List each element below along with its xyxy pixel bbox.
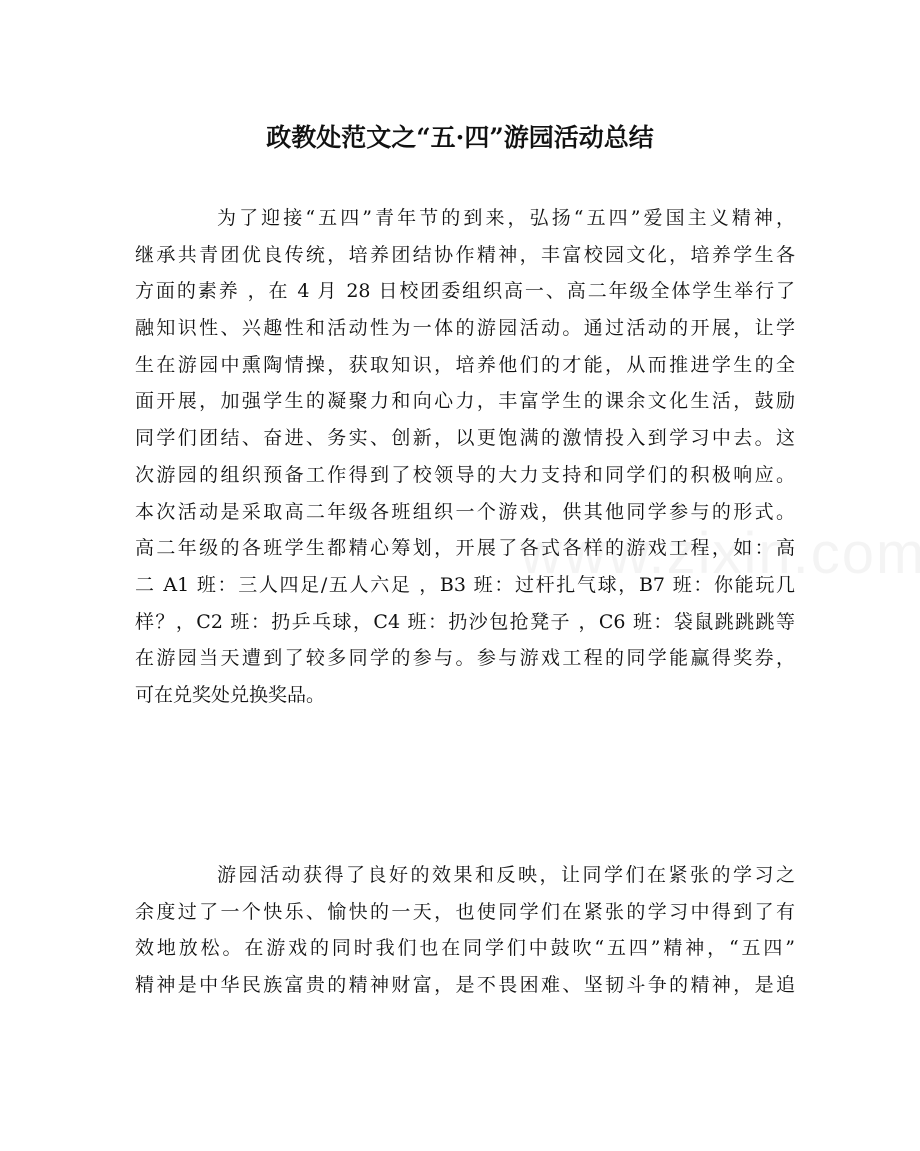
paragraph-1-line: 样？，C2 班：扔乒乓球，C4 班：扔沙包抢凳子 ，C6 班：袋鼠跳跳跳等 (135, 610, 795, 633)
paragraph-1-line: 可在兑奖处兑换奖品。 (135, 683, 326, 706)
paragraph-1-line: 生在游园中熏陶情操，获取知识，培养他们的才能，从而推进学生的全 (135, 353, 795, 376)
paragraph-1-line: 高二年级的各班学生都精心筹划，开展了各式各样的游戏工程，如：高 (135, 537, 795, 560)
paragraph-1-line: 在游园当天遭到了较多同学的参与。参与游戏工程的同学能赢得奖券， (135, 647, 795, 670)
paragraph-2-line: 效地放松。在游戏的同时我们也在同学们中鼓吹“五四”精神，“五四” (135, 937, 795, 960)
paragraph-1-line: 融知识性、兴趣性和活动性为一体的游园活动。通过活动的开展，让学 (135, 317, 795, 340)
paragraph-2 (135, 857, 795, 1004)
paragraph-1-line: 面开展，加强学生的凝聚力和向心力，丰富学生的课余文化生活，鼓励 (135, 390, 795, 413)
paragraph-1 (135, 200, 795, 714)
paragraph-1-line: 次游园的组织预备工作得到了校领导的大力支持和同学们的积极响应。 (135, 463, 795, 486)
paragraph-1-line: 二 A1 班：三人四足/五人六足 ，B3 班：过杆扎气球，B7 班：你能玩几 (135, 573, 795, 596)
document-title: 政教处范文之“五·四”游园活动总结 (266, 123, 654, 152)
paragraph-1-line: 继承共青团优良传统，培养团结协作精神，丰富校园文化，培养学生各 (135, 243, 795, 266)
paragraph-2-line: 精神是中华民族富贵的精神财富，是不畏困难、坚韧斗争的精神，是追 (135, 974, 795, 997)
paragraph-1-line: 本次活动是采取高二年级各班组织一个游戏，供其他同学参与的形式。 (135, 500, 795, 523)
paragraph-1-line: 方面的素养 ，在 4 月 28 日校团委组织高一、高二年级全体学生举行了 (135, 280, 795, 303)
paragraph-2-line: 余度过了一个快乐、愉快的一天，也使同学们在紧张的学习中得到了有 (135, 900, 795, 923)
paragraph-1-line: 为了迎接“五四”青年节的到来，弘扬“五四”爱国主义精神， (217, 207, 795, 229)
paragraph-1-line: 同学们团结、奋进、务实、创新，以更饱满的激情投入到学习中去。这 (135, 427, 795, 450)
paragraph-2-line: 游园活动获得了良好的效果和反映，让同学们在紧张的学习之 (217, 864, 795, 886)
